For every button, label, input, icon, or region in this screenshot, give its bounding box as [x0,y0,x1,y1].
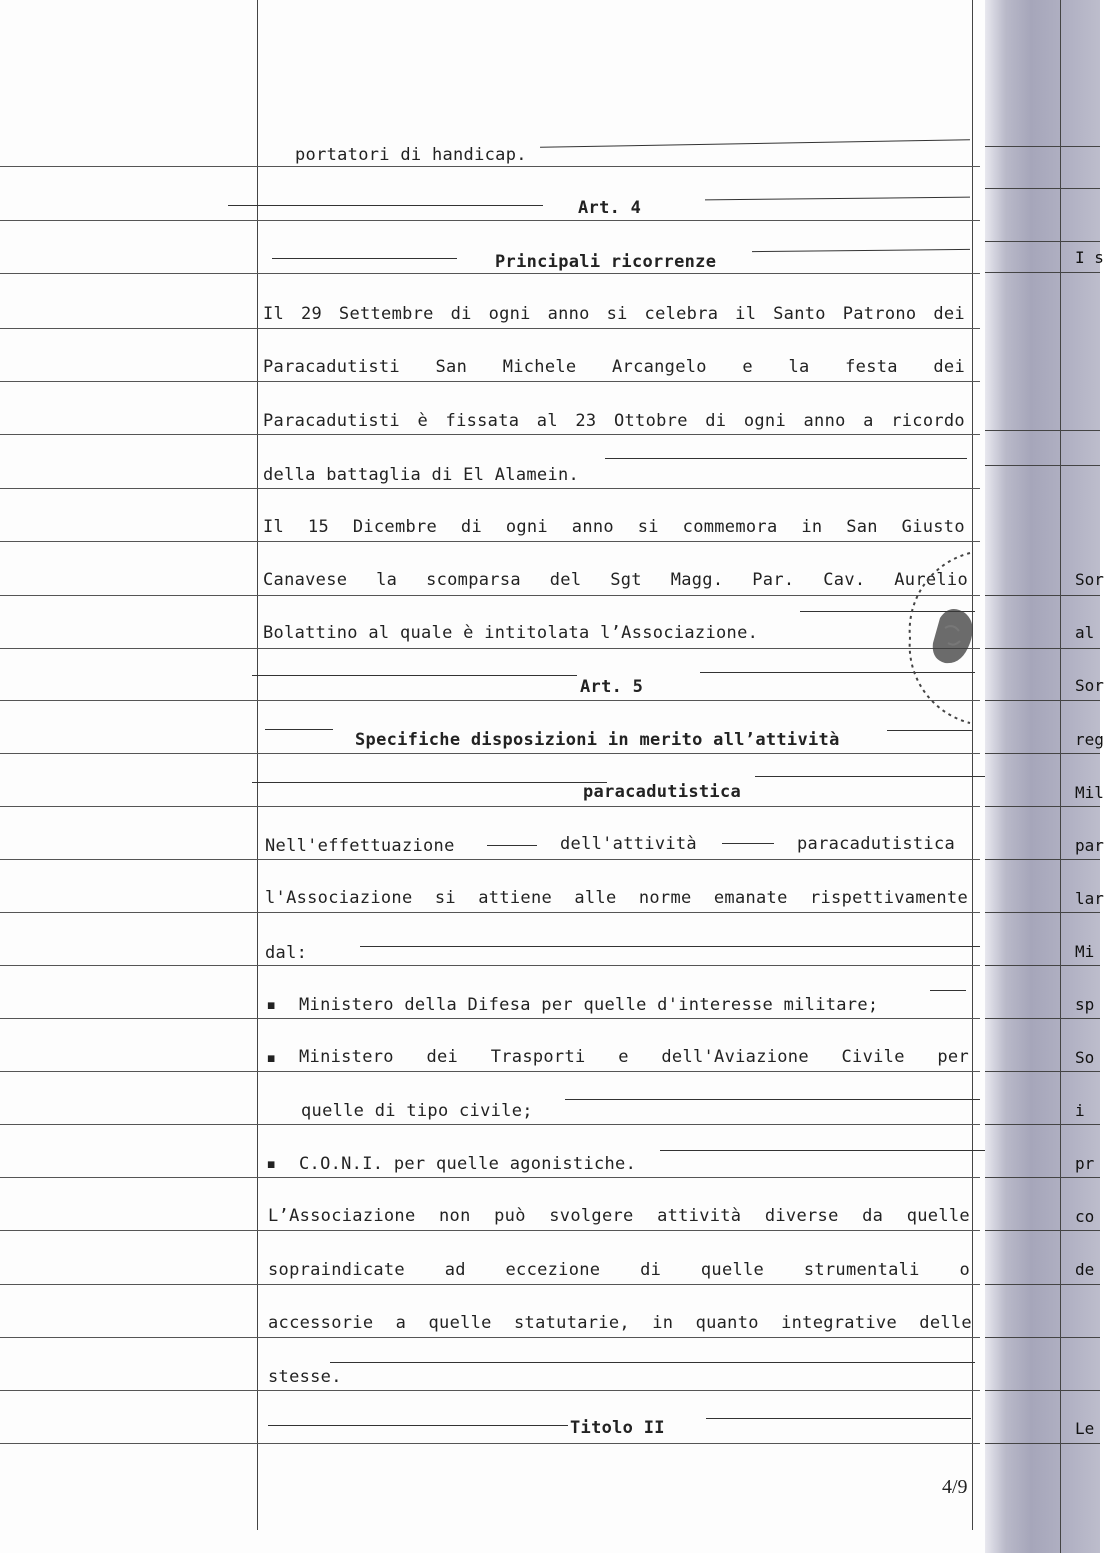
paragraph-line-8b: dell'attività [560,834,697,854]
facing-text-6: Mil [1075,783,1104,802]
bullet-line-1: Ministero della Difesa per quelle d'interesse militare; [299,995,879,1015]
page-number: 4/9 [942,1476,968,1498]
left-margin-line [257,0,258,1530]
paragraph-line-11: L’Associazione non può svolgere attività diverse da quelle [268,1206,970,1226]
paragraph-line-4: della battaglia di El Alamein. [263,465,580,485]
facing-page-margin-line [1060,0,1061,1553]
facing-text-9: Mi [1075,942,1095,961]
text-line-handicap: portatori di handicap. [295,145,527,165]
facing-text-10: sp [1075,995,1095,1014]
article-4-heading: Art. 4 [578,198,642,218]
facing-page-edge [985,0,1100,1553]
paragraph-line-8c: paracadutistica [797,834,956,854]
facing-text-8: lar [1075,889,1104,908]
paragraph-line-9: l'Associazione si attiene alle norme emanate rispettivamente [265,888,968,908]
facing-text-3: al [1075,623,1095,642]
bullet-line-2: Ministero dei Trasporti e dell'Aviazione Civile per [299,1047,969,1067]
paragraph-line-2: Paracadutisti San Michele Arcangelo e la festa dei [263,357,965,377]
paragraph-line-14: stesse. [268,1367,342,1387]
facing-text-7: par [1075,836,1104,855]
bullet-icon-3: ▪ [266,1154,277,1174]
paragraph-line-5: Il 15 Dicembre di ogni anno si commemora in San Giusto [263,517,965,537]
facing-text-12: i [1075,1101,1085,1120]
facing-text-4: Sor [1075,676,1104,695]
article-5-heading: Art. 5 [580,677,644,697]
paragraph-line-1: Il 29 Settembre di ogni anno si celebra il Santo Patrono dei [263,304,965,324]
paragraph-line-6: Canavese la scomparsa del Sgt Magg. Par. Cav. Aurelio [263,570,968,590]
facing-text-16: Le [1075,1419,1095,1438]
paragraph-line-10: dal: [265,943,308,963]
facing-text-11: So [1075,1048,1095,1067]
article-5-title-2: paracadutistica [583,782,742,802]
right-margin-line [972,0,973,1530]
bullet-line-2-cont: quelle di tipo civile; [301,1101,533,1121]
facing-text-5: reg [1075,730,1104,749]
article-4-title: Principali ricorrenze [495,252,717,272]
paragraph-line-3: Paracadutisti è fissata al 23 Ottobre di ogni anno a ricordo [263,411,965,431]
paragraph-line-8a: Nell'effettuazione [265,836,455,856]
bullet-line-3: C.O.N.I. per quelle agonistiche. [299,1154,637,1174]
paragraph-line-12: sopraindicate ad eccezione di quelle strumentali o [268,1260,970,1280]
paragraph-line-7: Bolattino al quale è intitolata l’Associazione. [263,623,759,643]
facing-text-13: pr [1075,1154,1095,1173]
article-5-title-1: Specifiche disposizioni in merito all’attività [355,730,840,750]
title-ii-heading: Titolo II [570,1418,665,1438]
bullet-icon-1: ▪ [266,995,277,1015]
paragraph-line-13: accessorie a quelle statutarie, in quanto integrative delle [268,1313,972,1333]
facing-text-2: Sor [1075,570,1104,589]
bullet-icon-2: ▪ [266,1048,277,1068]
facing-text-1: I s [1075,248,1104,267]
facing-text-15: de [1075,1260,1095,1279]
facing-text-14: co [1075,1207,1095,1226]
